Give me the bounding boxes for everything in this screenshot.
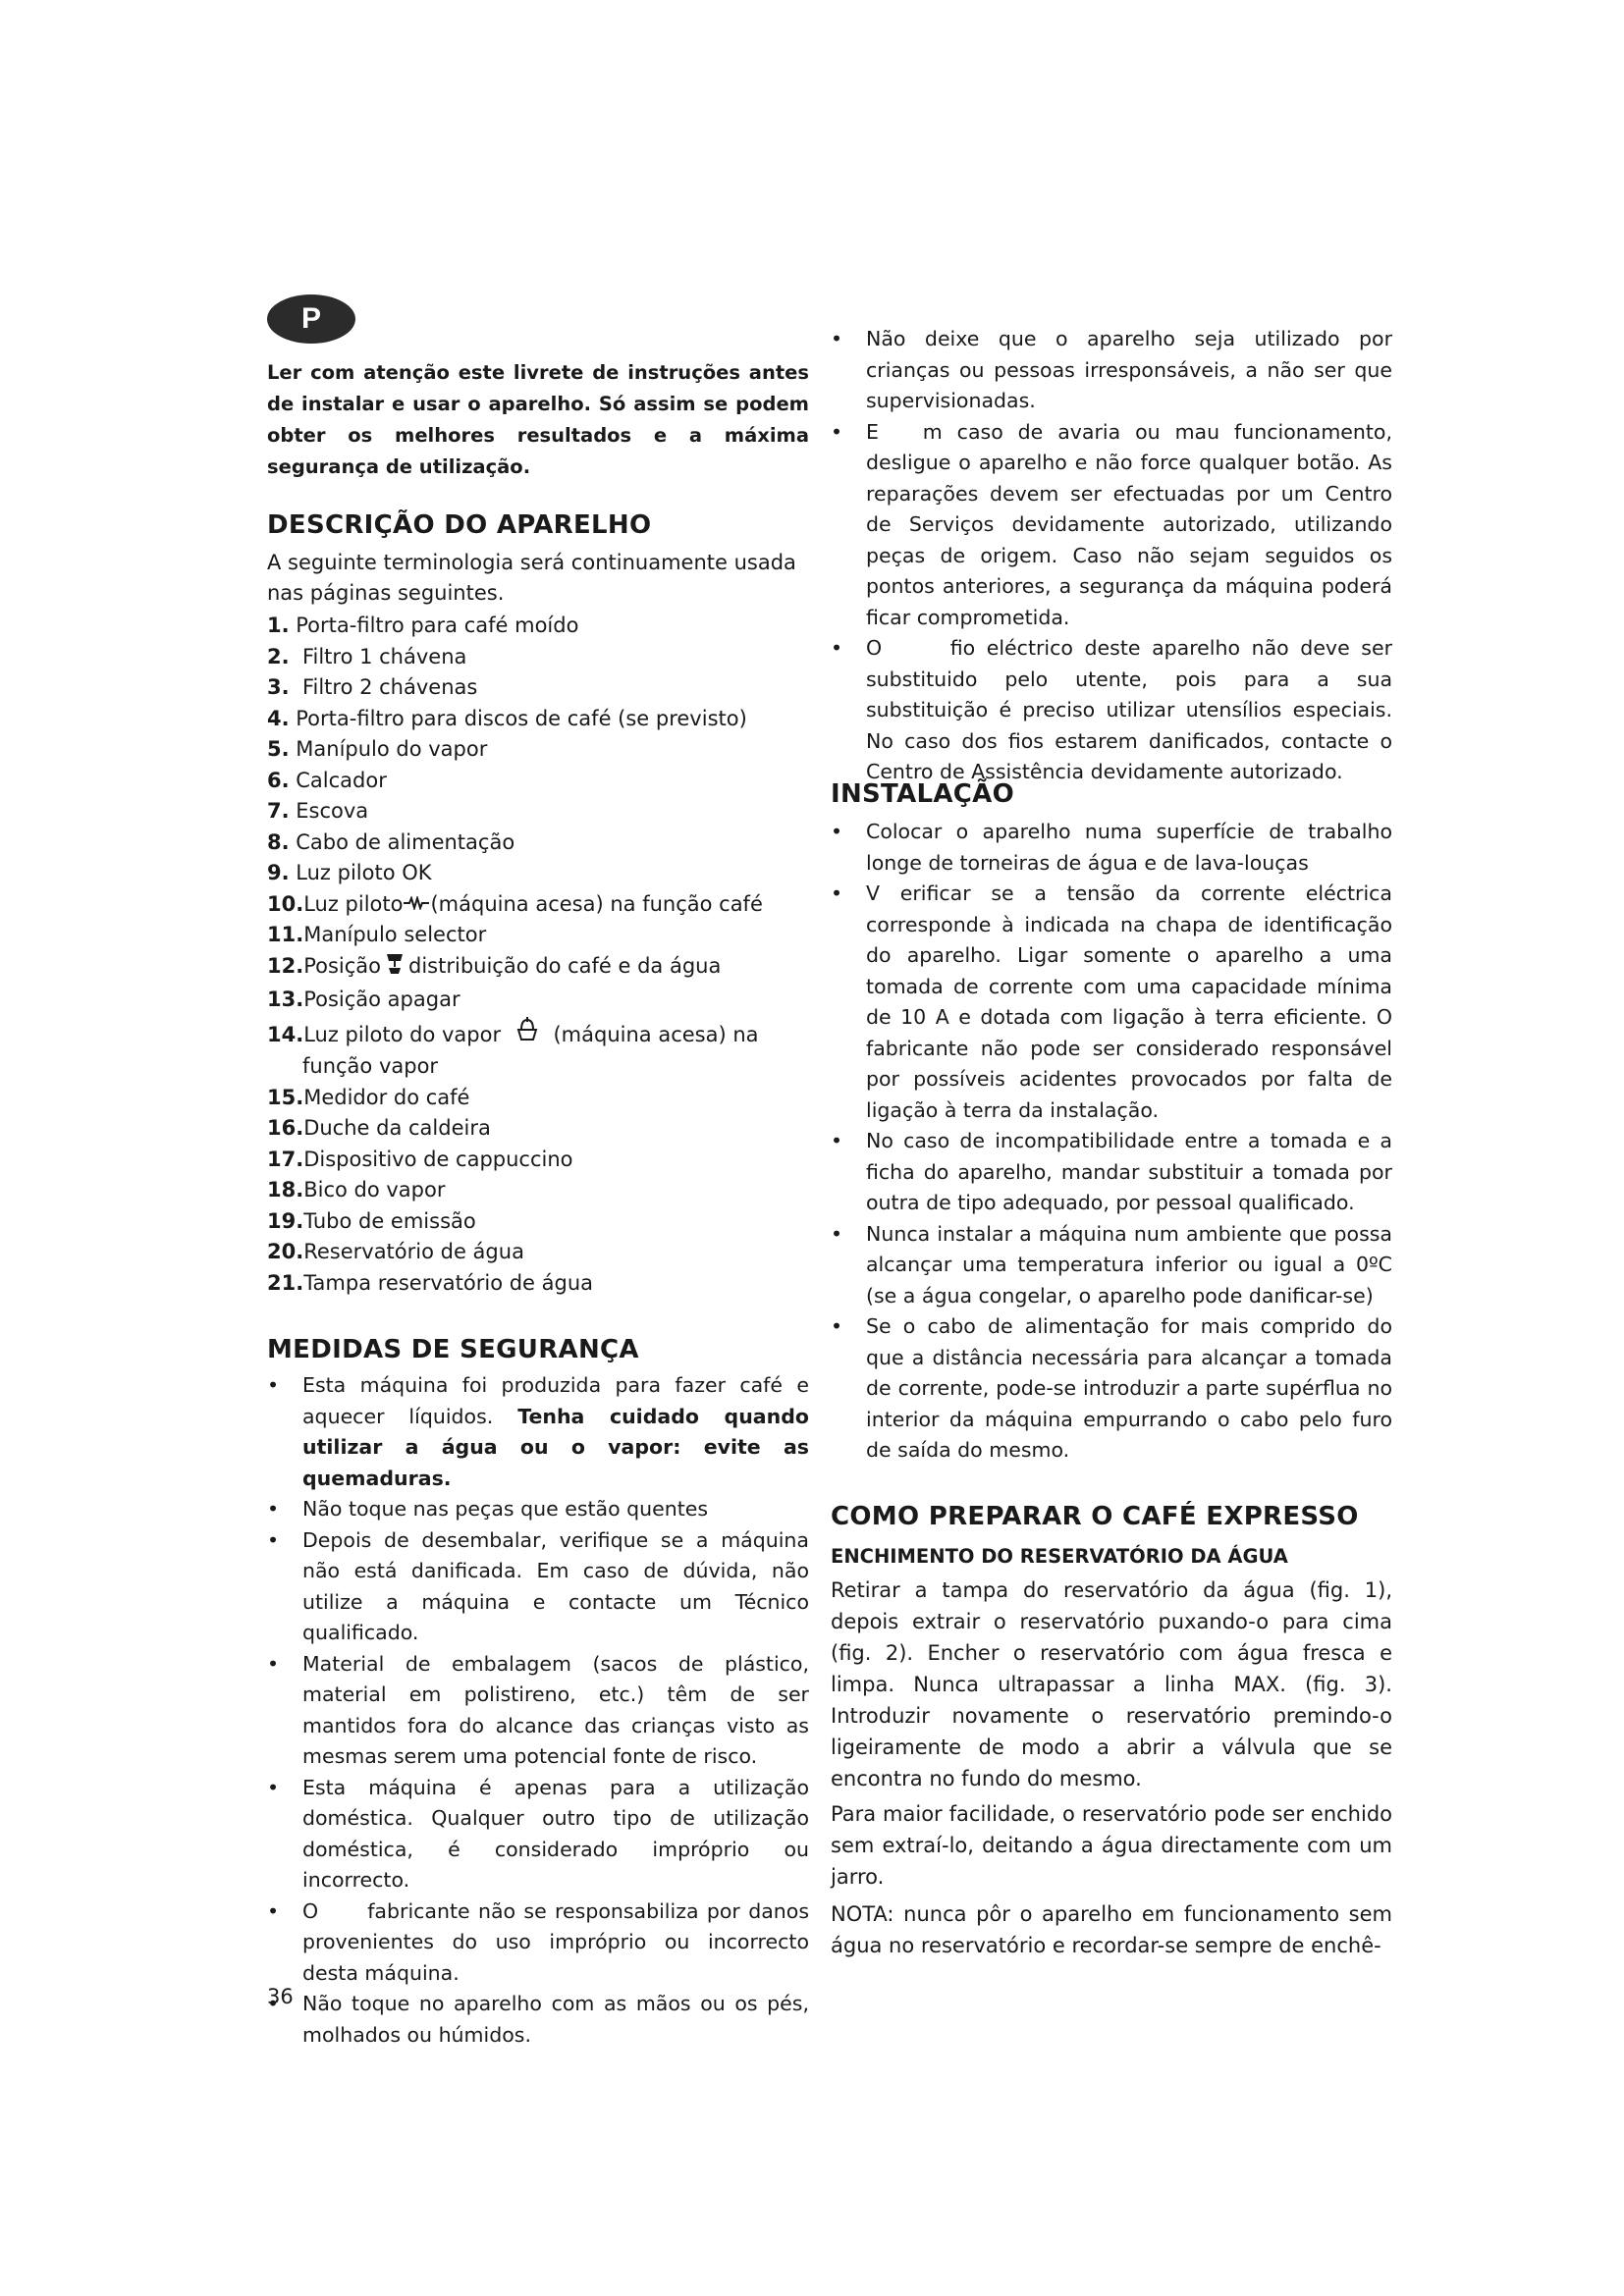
list-item: 18. Bico do vapor	[267, 1178, 446, 1201]
list-item: • V erificar se a tensão da corrente eléctrica corresponde à indicada na chapa de identificação do aparelho. Ligar somente o aparelho a uma tomada de corrente com uma capacidade mínima de 10 A e dotada com ligação à terra eficiente. O fabricante não pode ser considerado responsável por possíveis acidentes provocados por falta de ligação à terra da instalação.	[831, 879, 1392, 1126]
list-item: • Não deixe que o aparelho seja utilizado por crianças ou pessoas irresponsáveis, a não ser que supervisionadas.	[831, 324, 1392, 417]
list-item: • E m caso de avaria ou mau funcionamento, desligue o aparelho e não force qualquer botão. As reparações devem ser efectuadas por um Centro de Serviços devidamente autorizado, utilizando peças de origem. Caso não sejam seguidos os pontos anteriores, a segurança da máquina poderá ficar comprometida.	[831, 417, 1392, 634]
list-item: 14.Luz piloto do vapor (máquina acesa) na função vapor	[267, 1016, 809, 1083]
list-item: • Se o cabo de alimentação for mais comprido do que a distância necessária para alcançar a tomada de corrente, pode-se introduzir a parte supérflua no interior da máquina empurrando o cabo pelo furo de saída do mesmo.	[831, 1311, 1392, 1467]
language-badge: P	[267, 294, 355, 344]
list-item: 17. Dispositivo de cappuccino	[267, 1147, 573, 1171]
preparar-paragraph-1: Retirar a tampa do reservatório da água (fig. 1), depois extrair o reservatório puxando-o para cima (fig. 2). Encher o reservatório com água fresca e limpa. Nunca ultrapassar a linha MAX. (fig. 3). Introduzir novamente o reservatório premindo-o ligeiramente de modo a abrir a válvula que se encontra no fundo do mesmo.	[831, 1578, 1392, 1790]
list-item: 2. Filtro 1 chávena	[267, 644, 467, 668]
coffee-dispense-icon	[381, 951, 408, 986]
safety-list-left	[267, 1370, 816, 2051]
list-item: • Depois de desembalar, verifique se a máquina não está danificada. Em caso de dúvida, não utilize a máquina e contacte um Técnico qualificado.	[267, 1525, 809, 1649]
subsection-title-enchimento: ENCHIMENTO DO RESERVATÓRIO DA ÁGUA	[831, 1545, 1288, 1568]
list-item: • O fio eléctrico deste aparelho não deve ser substituido pelo utente, pois para a sua substituição é preciso utilizar utensílios especiais. No caso dos fios estarem danificados, contacte o Centro de Assistência devidamente autorizado.	[831, 633, 1392, 788]
heating-element-icon	[403, 889, 430, 921]
intro-paragraph: Ler com atenção este livrete de instruções antes de instalar e usar o aparelho. Só assim se podem obter os melhores resultados e a máxima segurança de utilização.	[267, 361, 809, 478]
list-item: 12. Posição distribuição do café e da água	[267, 951, 809, 986]
list-item: 1. Porta-filtro para café moído	[267, 614, 579, 637]
parts-list	[267, 611, 809, 1299]
list-item: • O fabricante não se responsabiliza por danos provenientes do uso impróprio ou incorrecto desta máquina.	[267, 1896, 809, 1990]
installation-list	[831, 817, 1392, 1467]
list-item: • Material de embalagem (sacos de plástico, material em polistireno, etc.) têm de ser mantidos fora do alcance das crianças visto as mesmas serem uma potencial fonte de risco.	[267, 1649, 809, 1773]
list-item: 20. Reservatório de água	[267, 1240, 524, 1263]
preparar-paragraph-3: NOTA: nunca pôr o aparelho em funcionamento sem água no reservatório e recordar-se sempre de enchê-	[831, 1902, 1392, 1957]
list-item: 16. Duche da caldeira	[267, 1116, 491, 1140]
descricao-intro: A seguinte terminologia será continuamente usada nas páginas seguintes.	[267, 551, 796, 605]
list-item: • No caso de incompatibilidade entre a tomada e a ficha do aparelho, mandar substituir a tomada por outra de tipo adequado, por pessoal qualificado.	[831, 1126, 1392, 1219]
list-item: 19. Tubo de emissão	[267, 1208, 476, 1233]
list-item: • Nunca instalar a máquina num ambiente que possa alcançar uma temperatura inferior ou igual a 0ºC (se a água congelar, o aparelho pode danificar-se)	[831, 1219, 1392, 1312]
list-item: • Colocar o aparelho numa superfície de trabalho longe de torneiras de água e de lava-louças	[831, 817, 1392, 879]
page-number: 36	[267, 1985, 294, 2008]
list-item: 21. Tampa reservatório de água	[267, 1270, 594, 1295]
section-title-instalacao: INSTALAÇÃO	[831, 779, 1014, 809]
list-item: 9. Luz piloto OK	[267, 861, 432, 884]
section-title-seguranca: MEDIDAS DE SEGURANÇA	[267, 1335, 639, 1364]
list-item: 8. Cabo de alimentação	[267, 829, 515, 854]
list-item: 10. Luz piloto (máquina acesa) na função café	[267, 889, 809, 921]
section-title-preparar: COMO PREPARAR O CAFÉ EXPRESSO	[831, 1502, 1359, 1531]
list-item: • Não toque nas peças que estão quentes	[267, 1494, 809, 1525]
list-item: • Não toque no aparelho com as mãos ou os pés, molhados ou húmidos.	[267, 1989, 809, 2051]
list-item: 4. Porta-filtro para discos de café (se previsto)	[267, 706, 747, 730]
list-item: • Esta máquina é apenas para a utilização doméstica. Qualquer outro tipo de utilização doméstica, é considerado impróprio ou incorrecto.	[267, 1773, 809, 1896]
section-title-descricao: DESCRIÇÃO DO APARELHO	[267, 510, 652, 540]
list-item: 5. Manípulo do vapor	[267, 737, 488, 761]
list-item: 6. Calcador	[267, 768, 387, 792]
list-item: 11. Manípulo selector	[267, 923, 487, 946]
list-item: 7. Escova	[267, 799, 369, 823]
list-item: • Esta máquina foi produzida para fazer café e aquecer líquidos. Tenha cuidado quando utilizar a água ou o vapor: evite as quemaduras.	[267, 1370, 809, 1494]
safety-list-right	[831, 324, 1399, 788]
list-item: 15. Medidor do café	[267, 1085, 470, 1109]
list-item: 3. Filtro 2 chávenas	[267, 675, 478, 699]
list-item: 13. Posição apagar	[267, 988, 460, 1011]
preparar-paragraph-2: Para maior facilidade, o reservatório pode ser enchido sem extraí-lo, deitando a água directamente com um jarro.	[831, 1802, 1392, 1889]
steam-icon	[508, 1016, 547, 1052]
